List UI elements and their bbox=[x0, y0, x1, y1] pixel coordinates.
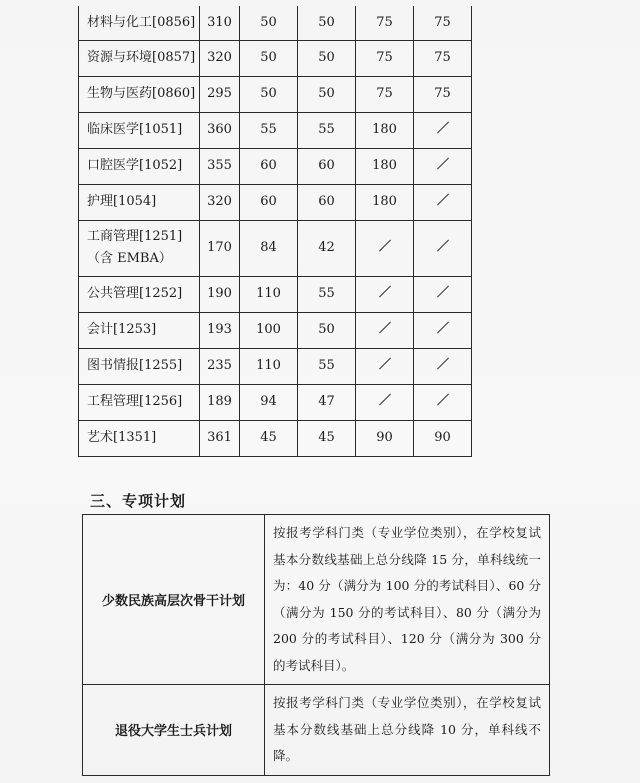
score-cell: 84 bbox=[240, 220, 298, 276]
score-cell: 50 bbox=[298, 76, 356, 112]
program-name: 会计[1253] bbox=[87, 322, 157, 337]
score-cell: 361 bbox=[200, 420, 240, 456]
program-name: 公共管理[1252] bbox=[87, 286, 183, 301]
not-applicable-cell bbox=[414, 276, 472, 312]
score-cell: 180 bbox=[356, 148, 414, 184]
not-applicable-cell bbox=[356, 312, 414, 348]
score-cell: 295 bbox=[200, 76, 240, 112]
score-cell: 55 bbox=[298, 348, 356, 384]
score-cell: 193 bbox=[200, 312, 240, 348]
score-cell: 90 bbox=[414, 420, 472, 456]
special-plans-table bbox=[82, 514, 550, 776]
program-name: 工商管理[1251] bbox=[87, 229, 183, 244]
score-cell: 360 bbox=[200, 112, 240, 148]
score-cell: 310 bbox=[200, 6, 240, 40]
score-cell: 190 bbox=[200, 276, 240, 312]
section-title: 三、专项计划 bbox=[90, 492, 187, 510]
score-table bbox=[78, 6, 472, 457]
plan-description: 按报考学科门类（专业学位类别），在学校复试基本分数线基础上总分线降 15 分，单科线统一为：40 分（满分为 100 分的考试科目）、60 分（满分为 150 分的考试科目）、80 分（满分为 200 分的考试科目）、120 分（满分为 300 分的考试科目）。 bbox=[265, 515, 550, 685]
program-name: 工程管理[1256] bbox=[87, 394, 183, 409]
score-cell: 180 bbox=[356, 184, 414, 220]
score-cell: 45 bbox=[240, 420, 298, 456]
not-applicable-cell bbox=[356, 220, 414, 276]
score-cell: 50 bbox=[298, 6, 356, 40]
program-name-cell bbox=[79, 76, 200, 112]
slash-mark bbox=[436, 121, 449, 134]
score-row bbox=[79, 148, 472, 184]
program-name-cell bbox=[79, 276, 200, 312]
program-name: 口腔医学[1052] bbox=[87, 158, 183, 173]
score-cell: 75 bbox=[356, 40, 414, 76]
program-name-cell bbox=[79, 220, 200, 276]
score-cell: 55 bbox=[298, 112, 356, 148]
score-cell: 75 bbox=[356, 76, 414, 112]
program-name: 生物与医药[0860] bbox=[87, 86, 196, 101]
score-cell: 355 bbox=[200, 148, 240, 184]
score-cell: 189 bbox=[200, 384, 240, 420]
score-cell: 320 bbox=[200, 184, 240, 220]
program-name-cell bbox=[79, 40, 200, 76]
slash-mark bbox=[436, 239, 449, 252]
score-cell: 320 bbox=[200, 40, 240, 76]
slash-mark bbox=[436, 393, 449, 406]
program-name-cell bbox=[79, 348, 200, 384]
program-name-cell bbox=[79, 112, 200, 148]
score-cell: 55 bbox=[240, 112, 298, 148]
score-row bbox=[79, 40, 472, 76]
score-cell: 170 bbox=[200, 220, 240, 276]
score-row bbox=[79, 384, 472, 420]
score-row bbox=[79, 112, 472, 148]
slash-mark bbox=[436, 285, 449, 298]
score-row bbox=[79, 184, 472, 220]
score-cell: 100 bbox=[240, 312, 298, 348]
score-row bbox=[79, 6, 472, 40]
score-cell: 50 bbox=[240, 76, 298, 112]
score-cell: 50 bbox=[240, 6, 298, 40]
score-cell: 47 bbox=[298, 384, 356, 420]
slash-mark bbox=[378, 321, 391, 334]
program-name: 护理[1054] bbox=[87, 194, 157, 209]
score-cell: 94 bbox=[240, 384, 298, 420]
score-cell: 45 bbox=[298, 420, 356, 456]
score-cell: 90 bbox=[356, 420, 414, 456]
program-name-cell bbox=[79, 420, 200, 456]
program-name-cell bbox=[79, 148, 200, 184]
not-applicable-cell bbox=[356, 348, 414, 384]
slash-mark bbox=[378, 393, 391, 406]
not-applicable-cell bbox=[414, 312, 472, 348]
plan-row bbox=[83, 685, 550, 776]
program-name-cell bbox=[79, 184, 200, 220]
score-row bbox=[79, 76, 472, 112]
score-cell: 50 bbox=[298, 312, 356, 348]
not-applicable-cell bbox=[414, 184, 472, 220]
plan-name: 少数民族高层次骨干计划 bbox=[83, 515, 265, 685]
program-name: 材料与化工[0856] bbox=[87, 14, 196, 30]
not-applicable-cell bbox=[414, 384, 472, 420]
slash-mark bbox=[378, 285, 391, 298]
score-cell: 75 bbox=[414, 6, 472, 40]
slash-mark bbox=[378, 239, 391, 252]
score-row bbox=[79, 220, 472, 276]
plan-description: 按报考学科门类（专业学位类别），在学校复试基本分数线基础上总分线降 10 分，单科线不降。 bbox=[265, 685, 550, 776]
not-applicable-cell bbox=[414, 348, 472, 384]
score-row bbox=[79, 312, 472, 348]
not-applicable-cell bbox=[414, 148, 472, 184]
score-row bbox=[79, 348, 472, 384]
program-name-cell bbox=[79, 6, 200, 40]
slash-mark bbox=[436, 157, 449, 170]
slash-mark bbox=[378, 357, 391, 370]
score-cell: 75 bbox=[414, 76, 472, 112]
program-name-cell bbox=[79, 384, 200, 420]
plan-name: 退役大学生士兵计划 bbox=[83, 685, 265, 776]
score-cell: 60 bbox=[240, 148, 298, 184]
program-name: 资源与环境[0857] bbox=[87, 50, 196, 65]
score-cell: 75 bbox=[414, 40, 472, 76]
plan-row bbox=[83, 515, 550, 685]
score-cell: 60 bbox=[240, 184, 298, 220]
score-row bbox=[79, 420, 472, 456]
score-row bbox=[79, 276, 472, 312]
score-cell: 42 bbox=[298, 220, 356, 276]
score-cell: 235 bbox=[200, 348, 240, 384]
not-applicable-cell bbox=[414, 220, 472, 276]
program-name-note: （含 EMBA） bbox=[87, 251, 172, 266]
not-applicable-cell bbox=[356, 384, 414, 420]
program-name-cell bbox=[79, 312, 200, 348]
score-cell: 75 bbox=[356, 6, 414, 40]
score-cell: 110 bbox=[240, 276, 298, 312]
score-cell: 50 bbox=[298, 40, 356, 76]
slash-mark bbox=[436, 321, 449, 334]
score-cell: 60 bbox=[298, 184, 356, 220]
not-applicable-cell bbox=[356, 276, 414, 312]
program-name: 艺术[1351] bbox=[87, 430, 157, 445]
score-cell: 60 bbox=[298, 148, 356, 184]
score-cell: 55 bbox=[298, 276, 356, 312]
program-name: 图书情报[1255] bbox=[87, 358, 183, 373]
score-cell: 50 bbox=[240, 40, 298, 76]
slash-mark bbox=[436, 193, 449, 206]
not-applicable-cell bbox=[414, 112, 472, 148]
score-cell: 180 bbox=[356, 112, 414, 148]
score-cell: 110 bbox=[240, 348, 298, 384]
slash-mark bbox=[436, 357, 449, 370]
program-name: 临床医学[1051] bbox=[87, 122, 183, 137]
